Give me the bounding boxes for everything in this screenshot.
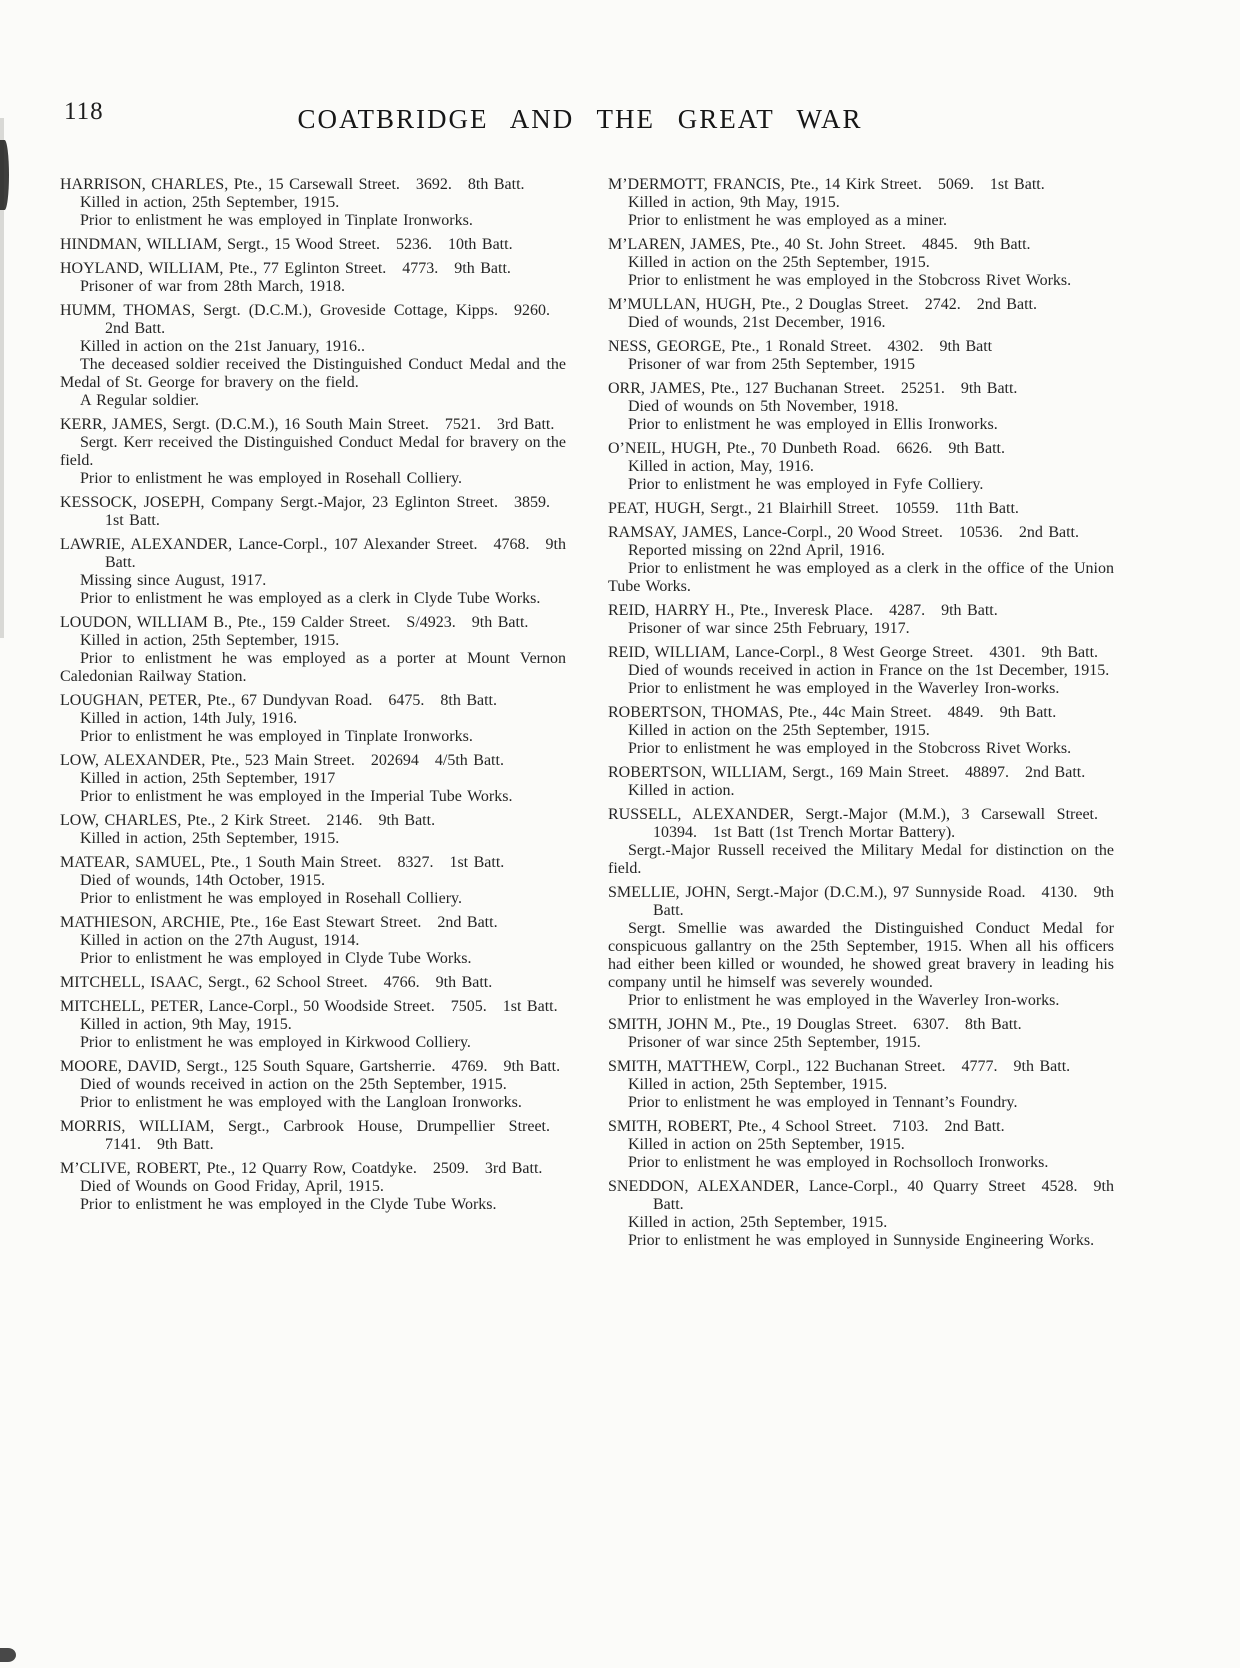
scan-artifact: [0, 140, 9, 210]
entry-para: Prisoner of war since 25th September, 1915.: [628, 1034, 921, 1051]
entry-para: Died of wounds, 14th October, 1915.: [80, 872, 326, 889]
entry-head: HINDMAN, WILLIAM, Sergt., 15 Wood Street. 5236. 10th Batt.: [60, 236, 513, 253]
entry-para: Prior to enlistment he was employed as a miner.: [628, 212, 948, 229]
soldier-entry: [608, 1178, 1114, 1250]
entry-head: SMITH, ROBERT, Pte., 4 School Street. 7103. 2nd Batt.: [608, 1118, 1005, 1135]
entry-para: Prior to enlistment he was employed in Rochsolloch Ironworks.: [628, 1154, 1049, 1171]
entry-head: REID, HARRY H., Pte., Inveresk Place. 4287. 9th Batt.: [608, 602, 998, 619]
column-right: [608, 176, 1114, 1256]
soldier-entry: [608, 1058, 1114, 1112]
soldier-entry: [608, 296, 1114, 332]
entry-para: Prior to enlistment he was employed in Sunnyside Engineering Works.: [628, 1232, 1095, 1249]
soldier-entry: [608, 500, 1114, 518]
soldier-entry: [60, 854, 566, 908]
entry-head: ROBERTSON, THOMAS, Pte., 44c Main Street. 4849. 9th Batt.: [608, 704, 1057, 721]
entry-para: Prior to enlistment he was employed with the Langloan Ironworks.: [80, 1094, 522, 1111]
entry-para: Prior to enlistment he was employed in Tennant’s Foundry.: [628, 1094, 1018, 1111]
soldier-entry: [608, 236, 1114, 290]
entry-para: Killed in action on the 21st January, 1916..: [80, 338, 365, 355]
soldier-entry: [60, 998, 566, 1052]
entry-head: SNEDDON, ALEXANDER, Lance-Corpl., 40 Quarry Street 4528. 9th Batt.: [608, 1178, 1114, 1213]
entry-para: Prior to enlistment he was employed in Rosehall Colliery.: [80, 890, 463, 907]
column-left: [60, 176, 566, 1256]
soldier-entry: [60, 494, 566, 530]
text-block: [60, 176, 1114, 1256]
entry-head: KERR, JAMES, Sergt. (D.C.M.), 16 South Main Street. 7521. 3rd Batt.: [60, 416, 555, 433]
soldier-entry: [608, 602, 1114, 638]
entry-para: Prior to enlistment he was employed in the Waverley Iron-works.: [628, 680, 1060, 697]
entry-head: MATHIESON, ARCHIE, Pte., 16e East Stewart Street. 2nd Batt.: [60, 914, 498, 931]
page-title: COATBRIDGE AND THE GREAT WAR: [297, 104, 863, 134]
entry-head: HOYLAND, WILLIAM, Pte., 77 Eglinton Street. 4773. 9th Batt.: [60, 260, 511, 277]
soldier-entry: [60, 1058, 566, 1112]
soldier-entry: [608, 1118, 1114, 1172]
soldier-entry: [608, 338, 1114, 374]
entry-para: Prior to enlistment he was employed in Ellis Ironworks.: [628, 416, 998, 433]
entry-head: PEAT, HUGH, Sergt., 21 Blairhill Street. 10559. 11th Batt.: [608, 500, 1019, 517]
entry-para: Killed in action, 14th July, 1916.: [80, 710, 298, 727]
entry-para: Died of wounds, 21st December, 1916.: [628, 314, 886, 331]
entry-para: The deceased soldier received the Distinguished Conduct Medal and the Medal of St. George for bravery on the field.: [60, 356, 566, 391]
entry-para: Died of Wounds on Good Friday, April, 1915.: [80, 1178, 384, 1195]
entry-para: Killed in action on the 25th September, 1915.: [628, 722, 930, 739]
entry-para: Killed in action on 25th September, 1915.: [628, 1136, 905, 1153]
entry-para: Died of wounds received in action on the 25th September, 1915.: [80, 1076, 507, 1093]
entry-head: MORRIS, WILLIAM, Sergt., Carbrook House, Drumpellier Street. 7141. 9th Batt.: [60, 1118, 566, 1153]
entry-para: Killed in action, 9th May, 1915.: [80, 1016, 292, 1033]
entry-head: HUMM, THOMAS, Sergt. (D.C.M.), Groveside Cottage, Kipps. 9260. 2nd Batt.: [60, 302, 566, 337]
entry-para: Prior to enlistment he was employed as a clerk in the office of the Union Tube Works.: [608, 560, 1114, 595]
entry-para: Prior to enlistment he was employed in Tinplate Ironworks.: [80, 728, 473, 745]
entry-para: Prior to enlistment he was employed in the Clyde Tube Works.: [80, 1196, 497, 1213]
entry-head: LOW, CHARLES, Pte., 2 Kirk Street. 2146. 9th Batt.: [60, 812, 436, 829]
soldier-entry: [608, 1016, 1114, 1052]
entry-head: O’NEIL, HUGH, Pte., 70 Dunbeth Road. 6626. 9th Batt.: [608, 440, 1005, 457]
entry-head: M’DERMOTT, FRANCIS, Pte., 14 Kirk Street. 5069. 1st Batt.: [608, 176, 1045, 193]
entry-head: RUSSELL, ALEXANDER, Sergt.-Major (M.M.), 3 Carsewall Street. 10394. 1st Batt (1st Trench Mortar Battery).: [608, 806, 1114, 841]
scan-artifact: [0, 1648, 16, 1662]
entry-head: MITCHELL, ISAAC, Sergt., 62 School Street. 4766. 9th Batt.: [60, 974, 493, 991]
entry-head: NESS, GEORGE, Pte., 1 Ronald Street. 4302. 9th Batt: [608, 338, 993, 355]
entry-head: SMITH, JOHN M., Pte., 19 Douglas Street. 6307. 8th Batt.: [608, 1016, 1022, 1033]
entry-para: Died of wounds received in action in France on the 1st December, 1915.: [628, 662, 1110, 679]
entry-para: Killed in action, 9th May, 1915.: [628, 194, 840, 211]
entry-head: HARRISON, CHARLES, Pte., 15 Carsewall Street. 3692. 8th Batt.: [60, 176, 525, 193]
entry-head: MATEAR, SAMUEL, Pte., 1 South Main Street. 8327. 1st Batt.: [60, 854, 505, 871]
entry-para: Killed in action on the 27th August, 1914.: [80, 932, 360, 949]
entry-para: Sergt. Smellie was awarded the Distinguished Conduct Medal for conspicuous gallantry on the 25th September, 1915. When all his officers had either been killed or wounded, he showed great bravery in leading his company until he himself was severely wounded.: [608, 920, 1114, 991]
entry-para: Prior to enlistment he was employed in the Stobcross Rivet Works.: [628, 740, 1072, 757]
soldier-entry: [60, 302, 566, 410]
entry-head: RAMSAY, JAMES, Lance-Corpl., 20 Wood Street. 10536. 2nd Batt.: [608, 524, 1079, 541]
entry-head: MOORE, DAVID, Sergt., 125 South Square, Gartsherrie. 4769. 9th Batt.: [60, 1058, 561, 1075]
entry-para: Killed in action, 25th September, 1915.: [80, 194, 340, 211]
entry-para: Sergt.-Major Russell received the Military Medal for distinction on the field.: [608, 842, 1114, 877]
entry-head: KESSOCK, JOSEPH, Company Sergt.-Major, 23 Eglinton Street. 3859. 1st Batt.: [60, 494, 566, 529]
soldier-entry: [60, 974, 566, 992]
entry-para: Killed in action, 25th September, 1915.: [80, 830, 340, 847]
entry-para: Killed in action, May, 1916.: [628, 458, 814, 475]
entry-para: Prior to enlistment he was employed as a clerk in Clyde Tube Works.: [80, 590, 541, 607]
soldier-entry: [608, 176, 1114, 230]
soldier-entry: [608, 380, 1114, 434]
soldier-entry: [60, 614, 566, 686]
entry-para: Prior to enlistment he was employed in Rosehall Colliery.: [80, 470, 463, 487]
entry-para: Prior to enlistment he was employed in Fyfe Colliery.: [628, 476, 984, 493]
entry-head: M’MULLAN, HUGH, Pte., 2 Douglas Street. 2742. 2nd Batt.: [608, 296, 1037, 313]
entry-head: SMELLIE, JOHN, Sergt.-Major (D.C.M.), 97 Sunnyside Road. 4130. 9th Batt.: [608, 884, 1114, 919]
entry-para: Killed in action, 25th September, 1915.: [80, 632, 340, 649]
entry-head: ORR, JAMES, Pte., 127 Buchanan Street. 25251. 9th Batt.: [608, 380, 1018, 397]
entry-head: SMITH, MATTHEW, Corpl., 122 Buchanan Street. 4777. 9th Batt.: [608, 1058, 1071, 1075]
entry-head: REID, WILLIAM, Lance-Corpl., 8 West George Street. 4301. 9th Batt.: [608, 644, 1099, 661]
entry-para: Died of wounds on 5th November, 1918.: [628, 398, 899, 415]
soldier-entry: [60, 1160, 566, 1214]
entry-head: M’LAREN, JAMES, Pte., 40 St. John Street. 4845. 9th Batt.: [608, 236, 1031, 253]
entry-para: Prior to enlistment he was employed in the Waverley Iron-works.: [628, 992, 1060, 1009]
entry-head: LOUGHAN, PETER, Pte., 67 Dundyvan Road. 6475. 8th Batt.: [60, 692, 497, 709]
soldier-entry: [608, 806, 1114, 878]
page-header: [0, 90, 1240, 150]
soldier-entry: [608, 764, 1114, 800]
entry-para: Prior to enlistment he was employed in the Stobcross Rivet Works.: [628, 272, 1072, 289]
soldier-entry: [608, 884, 1114, 1010]
soldier-entry: [608, 704, 1114, 758]
entry-head: M’CLIVE, ROBERT, Pte., 12 Quarry Row, Coatdyke. 2509. 3rd Batt.: [60, 1160, 543, 1177]
entry-para: Prior to enlistment he was employed in Kirkwood Colliery.: [80, 1034, 471, 1051]
entry-para: A Regular soldier.: [80, 392, 199, 409]
entry-para: Missing since August, 1917.: [80, 572, 267, 589]
soldier-entry: [60, 536, 566, 608]
entry-para: Killed in action.: [628, 782, 735, 799]
soldier-entry: [60, 914, 566, 968]
soldier-entry: [60, 236, 566, 254]
soldier-entry: [60, 260, 566, 296]
entry-para: Prior to enlistment he was employed in the Imperial Tube Works.: [80, 788, 513, 805]
page-number: 118: [64, 98, 104, 125]
soldier-entry: [608, 644, 1114, 698]
soldier-entry: [60, 692, 566, 746]
soldier-entry: [60, 812, 566, 848]
entry-para: Prisoner of war from 25th September, 1915: [628, 356, 915, 373]
entry-head: LOW, ALEXANDER, Pte., 523 Main Street. 202694 4/5th Batt.: [60, 752, 504, 769]
soldier-entry: [60, 752, 566, 806]
entry-para: Prisoner of war from 28th March, 1918.: [80, 278, 345, 295]
entry-para: Sergt. Kerr received the Distinguished Conduct Medal for bravery on the field.: [60, 434, 566, 469]
entry-head: LOUDON, WILLIAM B., Pte., 159 Calder Street. S/4923. 9th Batt.: [60, 614, 529, 631]
soldier-entry: [60, 176, 566, 230]
entry-para: Killed in action, 25th September, 1915.: [628, 1214, 888, 1231]
entry-head: ROBERTSON, WILLIAM, Sergt., 169 Main Street. 48897. 2nd Batt.: [608, 764, 1086, 781]
soldier-entry: [608, 524, 1114, 596]
soldier-entry: [60, 1118, 566, 1154]
entry-para: Prior to enlistment he was employed in Tinplate Ironworks.: [80, 212, 473, 229]
entry-para: Reported missing on 22nd April, 1916.: [628, 542, 885, 559]
soldier-entry: [60, 416, 566, 488]
entry-para: Killed in action on the 25th September, 1915.: [628, 254, 930, 271]
entry-para: Prisoner of war since 25th February, 1917.: [628, 620, 910, 637]
entry-head: LAWRIE, ALEXANDER, Lance-Corpl., 107 Alexander Street. 4768. 9th Batt.: [60, 536, 566, 571]
entry-para: Prior to enlistment he was employed in Clyde Tube Works.: [80, 950, 472, 967]
entry-para: Killed in action, 25th September, 1915.: [628, 1076, 888, 1093]
entry-para: Prior to enlistment he was employed as a porter at Mount Vernon Caledonian Railway Station.: [60, 650, 566, 685]
entry-para: Killed in action, 25th September, 1917: [80, 770, 336, 787]
soldier-entry: [608, 440, 1114, 494]
entry-head: MITCHELL, PETER, Lance-Corpl., 50 Woodside Street. 7505. 1st Batt.: [60, 998, 558, 1015]
